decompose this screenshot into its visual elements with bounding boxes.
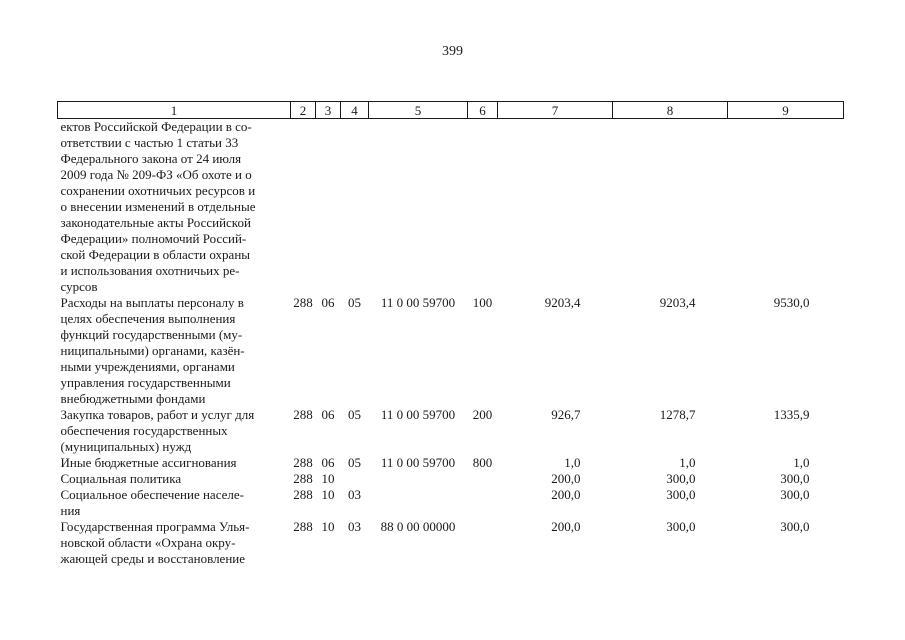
row-description: Социальное обеспечение населе- ния <box>60 487 244 518</box>
row-description: Закупка товаров, работ и услуг для обеспечения государственных (муниципальных) нужд <box>60 407 255 454</box>
cell-target-article <box>369 119 468 296</box>
cell-section: 10 <box>321 519 335 534</box>
cell-amount-7 <box>498 119 613 296</box>
cell-subsection <box>341 119 369 296</box>
cell-amount-9: 1,0 <box>793 455 810 470</box>
table-row <box>58 519 844 567</box>
table-row <box>58 455 844 471</box>
table-row <box>58 295 844 407</box>
cell-section: 10 <box>321 487 335 502</box>
cell-amount-8: 9203,4 <box>659 295 696 310</box>
row-description: Государственная программа Улья- новской области «Охрана окру- жающей среды и восстановление <box>60 519 250 566</box>
table-row <box>58 471 844 487</box>
col-header-7: 7 <box>498 102 613 119</box>
cell-amount-9: 1335,9 <box>773 407 810 422</box>
cell-amount-8: 300,0 <box>666 487 696 502</box>
cell-expense-type <box>468 487 498 519</box>
col-header-2: 2 <box>291 102 316 119</box>
cell-amount-7: 200,0 <box>551 519 581 534</box>
table-row <box>58 407 844 455</box>
col-header-5: 5 <box>369 102 468 119</box>
col-header-1: 1 <box>58 102 291 119</box>
cell-target-article: 11 0 00 59700 <box>380 407 456 422</box>
cell-subsection: 05 <box>348 295 361 310</box>
row-description: Социальная политика <box>60 471 182 486</box>
col-header-3: 3 <box>316 102 341 119</box>
cell-amount-9: 9530,0 <box>773 295 810 310</box>
cell-admin-code: 288 <box>293 455 313 470</box>
cell-subsection: 05 <box>348 407 361 422</box>
cell-expense-type: 800 <box>472 455 493 470</box>
cell-section: 06 <box>321 295 335 310</box>
cell-section: 06 <box>321 455 335 470</box>
col-header-8: 8 <box>613 102 728 119</box>
cell-target-article <box>369 471 468 487</box>
page-number: 399 <box>442 44 463 59</box>
row-description: Расходы на выплаты персоналу в целях обеспечения выполнения функций государственными (му- ниципальными) органами, казён- ными учреждениями, органами управления государственными внебюджетными фондами <box>60 295 245 406</box>
cell-amount-7: 926,7 <box>551 407 581 422</box>
cell-amount-8 <box>613 119 728 296</box>
cell-amount-8: 300,0 <box>666 471 696 486</box>
cell-section <box>316 119 341 296</box>
header-row <box>58 102 844 119</box>
cell-amount-8: 1,0 <box>679 455 696 470</box>
row-description: Иные бюджетные ассигнования <box>60 455 237 470</box>
cell-expense-type <box>468 471 498 487</box>
cell-admin-code <box>291 119 316 296</box>
cell-amount-7: 200,0 <box>551 487 581 502</box>
cell-subsection: 05 <box>348 455 361 470</box>
col-header-6: 6 <box>468 102 498 119</box>
cell-expense-type: 100 <box>472 295 493 310</box>
cell-amount-9: 300,0 <box>780 519 810 534</box>
cell-admin-code: 288 <box>293 295 313 310</box>
cell-target-article: 11 0 00 59700 <box>380 455 456 470</box>
col-header-4: 4 <box>341 102 369 119</box>
cell-expense-type: 200 <box>472 407 493 422</box>
cell-amount-7: 9203,4 <box>544 295 581 310</box>
table-row <box>58 487 844 519</box>
cell-admin-code: 288 <box>293 519 313 534</box>
cell-amount-9: 300,0 <box>780 487 810 502</box>
cell-amount-9 <box>728 119 844 296</box>
cell-target-article: 88 0 00 00000 <box>380 519 456 534</box>
cell-target-article: 11 0 00 59700 <box>380 295 456 310</box>
cell-amount-7: 200,0 <box>551 471 581 486</box>
row-description: ектов Российской Федерации в со- ответствии с частью 1 статьи 33 Федерального закона от 24 июля 2009 года № 209-ФЗ «Об охоте и о сохранении охотничьих ресурсов и о внесении изменений в отдельные законодательные акты Российской Федерации» полномочий Россий- ской Федерации в области охраны и использования охотничьих ре- сурсов <box>60 119 256 294</box>
cell-expense-type <box>468 119 498 296</box>
cell-subsection <box>341 471 369 487</box>
cell-section: 06 <box>321 407 335 422</box>
budget-table <box>57 101 844 567</box>
cell-admin-code: 288 <box>293 407 313 422</box>
cell-amount-8: 1278,7 <box>659 407 696 422</box>
cell-subsection: 03 <box>348 519 361 534</box>
cell-admin-code: 288 <box>293 471 313 486</box>
cell-admin-code: 288 <box>293 487 313 502</box>
cell-section: 10 <box>321 471 335 486</box>
cell-target-article <box>369 487 468 519</box>
cell-amount-7: 1,0 <box>564 455 581 470</box>
cell-subsection: 03 <box>348 487 361 502</box>
col-header-9: 9 <box>728 102 844 119</box>
cell-amount-9: 300,0 <box>780 471 810 486</box>
cell-expense-type <box>468 519 498 567</box>
cell-amount-8: 300,0 <box>666 519 696 534</box>
table-row <box>58 119 844 296</box>
